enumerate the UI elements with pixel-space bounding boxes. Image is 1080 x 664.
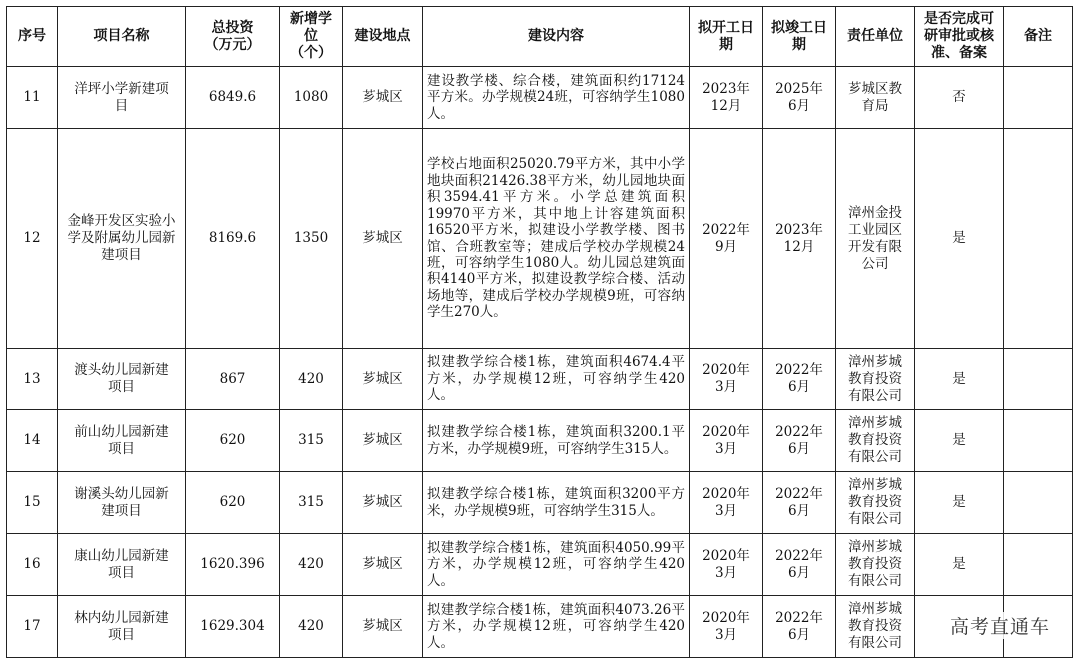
cell-start: 2020年3月 [690,349,763,410]
project-table [6,6,1073,658]
cell-remark [1004,129,1073,349]
watermark-text: 高考直通车 [948,612,1052,639]
cell-seats: 420 [280,534,343,596]
header-content: 建设内容 [423,7,690,67]
cell-content: 拟建教学综合楼1栋，建筑面积4050.99平方米，办学规模12班，可容纳学生420人。 [423,534,690,596]
header-seq: 序号 [7,7,58,67]
cell-start: 2020年3月 [690,410,763,472]
cell-finish: 2025年6月 [763,67,836,129]
cell-finish: 2022年6月 [763,472,836,534]
cell-start: 2020年3月 [690,596,763,658]
header-start: 拟开工日期 [690,7,763,67]
cell-seq: 12 [7,129,58,349]
cell-finish: 2022年6月 [763,349,836,410]
header-seats: 新增学位（个） [280,7,343,67]
cell-content: 拟建教学综合楼1栋，建筑面积4674.4平方米，办学规模12班，可容纳学生420人。 [423,349,690,410]
cell-unit: 漳州金投工业园区开发有限公司 [836,129,915,349]
table-row [7,410,1073,472]
cell-name: 洋坪小学新建项目 [58,67,186,129]
cell-investment: 8169.6 [186,129,280,349]
cell-start: 2022年9月 [690,129,763,349]
cell-unit: 芗城区教育局 [836,67,915,129]
cell-remark [1004,349,1073,410]
cell-seats: 315 [280,410,343,472]
cell-name: 谢溪头幼儿园新建项目 [58,472,186,534]
header-approved: 是否完成可研审批或核准、备案 [915,7,1004,67]
cell-approved: 否 [915,67,1004,129]
cell-name: 林内幼儿园新建项目 [58,596,186,658]
cell-unit: 漳州芗城教育投资有限公司 [836,596,915,658]
cell-location: 芗城区 [343,534,423,596]
header-row [7,7,1073,67]
cell-location: 芗城区 [343,410,423,472]
cell-name: 金峰开发区实验小学及附属幼儿园新建项目 [58,129,186,349]
header-remark: 备注 [1004,7,1073,67]
cell-unit: 漳州芗城教育投资有限公司 [836,349,915,410]
cell-investment: 6849.6 [186,67,280,129]
table-row [7,67,1073,129]
header-location: 建设地点 [343,7,423,67]
cell-name: 渡头幼儿园新建项目 [58,349,186,410]
cell-unit: 漳州芗城教育投资有限公司 [836,534,915,596]
cell-investment: 867 [186,349,280,410]
cell-start: 2020年3月 [690,472,763,534]
cell-seq: 13 [7,349,58,410]
cell-approved: 是 [915,472,1004,534]
header-investment: 总投资（万元） [186,7,280,67]
cell-seats: 315 [280,472,343,534]
cell-remark [1004,472,1073,534]
cell-content: 拟建教学综合楼1栋，建筑面积3200平方米，办学规模9班，可容纳学生315人。 [423,472,690,534]
cell-investment: 1620.396 [186,534,280,596]
cell-start: 2023年12月 [690,67,763,129]
cell-seq: 16 [7,534,58,596]
cell-remark [1004,410,1073,472]
cell-remark [1004,67,1073,129]
table-row [7,472,1073,534]
cell-seats: 1350 [280,129,343,349]
cell-seats: 1080 [280,67,343,129]
cell-approved: 是 [915,129,1004,349]
cell-location: 芗城区 [343,596,423,658]
cell-seq: 15 [7,472,58,534]
cell-name: 康山幼儿园新建项目 [58,534,186,596]
cell-unit: 漳州芗城教育投资有限公司 [836,472,915,534]
cell-finish: 2022年6月 [763,596,836,658]
cell-approved: 是 [915,349,1004,410]
cell-seq: 17 [7,596,58,658]
cell-location: 芗城区 [343,349,423,410]
cell-seats: 420 [280,596,343,658]
cell-start: 2020年3月 [690,534,763,596]
cell-content: 建设教学楼、综合楼，建筑面积约17124平方米。办学规模24班，可容纳学生1080人。 [423,67,690,129]
cell-seq: 14 [7,410,58,472]
header-name: 项目名称 [58,7,186,67]
cell-seq: 11 [7,67,58,129]
cell-finish: 2022年6月 [763,534,836,596]
cell-content: 拟建教学综合楼1栋，建筑面积3200.1平方米，办学规模9班，可容纳学生315人。 [423,410,690,472]
cell-approved: 是 [915,410,1004,472]
table-row [7,534,1073,596]
cell-approved: 是 [915,534,1004,596]
cell-content: 学校占地面积25020.79平方米，其中小学地块面积21426.38平方米，幼儿园地块面积3594.41平方米。小学总建筑面积19970平方米，其中地上计容建筑面积16520平方米，拟建设小学教学楼、图书馆、合班教室等；建成后学校办学规模24班，可容纳学生1080人。幼儿园总建筑面积4140平方米，拟建设教学综合楼、活动场地等，建成后学校办学规模9班，可容纳学生270人。 [423,129,690,349]
cell-location: 芗城区 [343,67,423,129]
table-row [7,349,1073,410]
cell-investment: 620 [186,472,280,534]
header-unit: 责任单位 [836,7,915,67]
cell-investment: 620 [186,410,280,472]
cell-finish: 2022年6月 [763,410,836,472]
cell-name: 前山幼儿园新建项目 [58,410,186,472]
cell-content: 拟建教学综合楼1栋，建筑面积4073.26平方米，办学规模12班，可容纳学生420人。 [423,596,690,658]
cell-remark [1004,534,1073,596]
table-row [7,596,1073,658]
cell-seats: 420 [280,349,343,410]
header-finish: 拟竣工日期 [763,7,836,67]
table-row [7,129,1073,349]
cell-location: 芗城区 [343,129,423,349]
cell-unit: 漳州芗城教育投资有限公司 [836,410,915,472]
cell-location: 芗城区 [343,472,423,534]
cell-finish: 2023年12月 [763,129,836,349]
cell-investment: 1629.304 [186,596,280,658]
